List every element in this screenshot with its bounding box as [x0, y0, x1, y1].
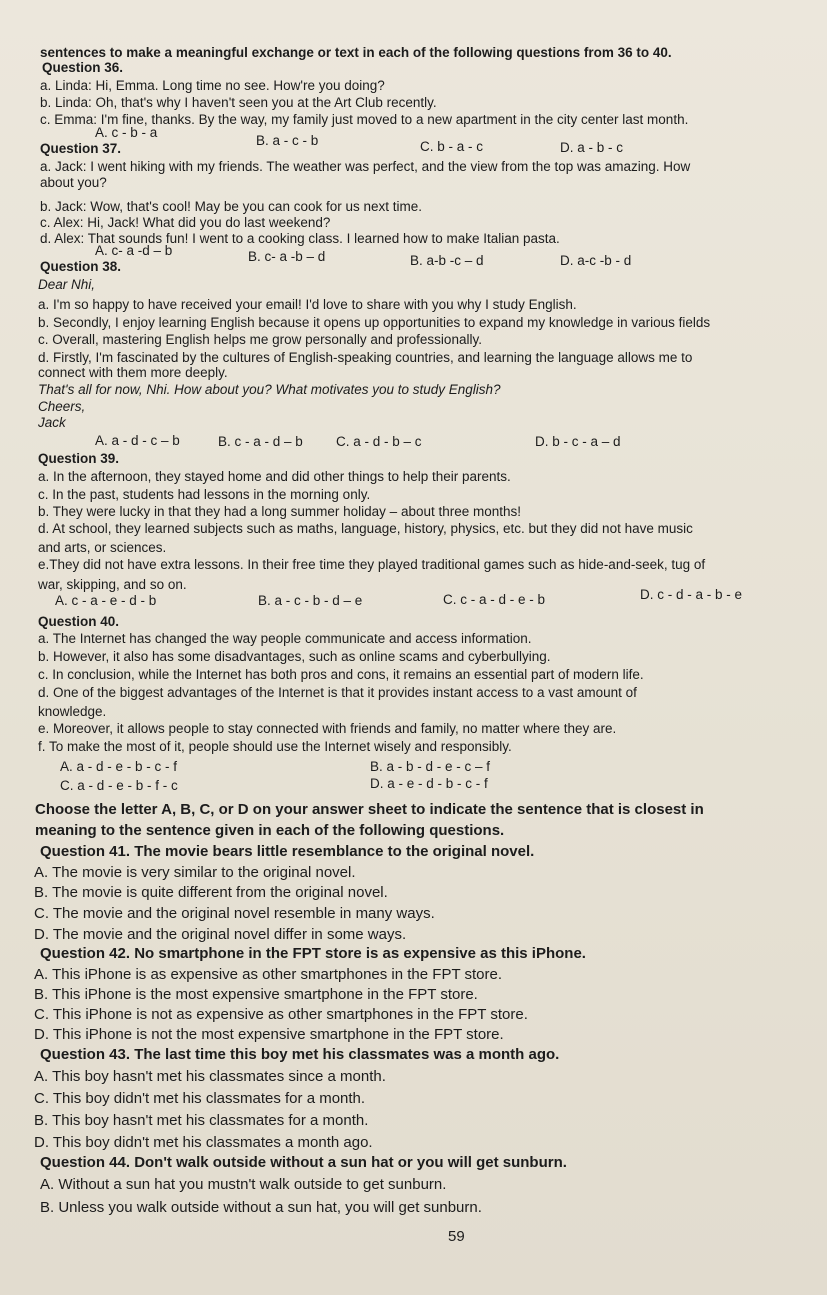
q36-line-a: a. Linda: Hi, Emma. Long time no see. How're you doing?	[40, 78, 385, 93]
q37-line-c: c. Alex: Hi, Jack! What did you do last weekend?	[40, 215, 331, 230]
q37-line-a1: a. Jack: I went hiking with my friends. The weather was perfect, and the view from the top was amazing. How	[40, 159, 691, 174]
q39-line-a: a. In the afternoon, they stayed home and did other things to help their parents.	[38, 469, 511, 484]
q40-line-e: e. Moreover, it allows people to stay connected with friends and family, no matter where they are.	[38, 721, 617, 736]
q39-line-b: b. They were lucky in that they had a long summer holiday – about three months!	[38, 504, 522, 519]
q40-option-c: C. a - d - e - b - f - c	[60, 778, 178, 793]
q38-option-b: B. c - a - d – b	[218, 434, 303, 449]
q38-title: Question 38.	[40, 259, 122, 274]
q43-option-a: A. This boy hasn't met his classmates since a month.	[34, 1068, 386, 1085]
q39-option-c: C. c - a - d - e - b	[443, 592, 546, 607]
q40-line-b: b. However, it also has some disadvantages, such as online scams and cyberbullying.	[38, 649, 551, 664]
q38-line-d1: d. Firstly, I'm fascinated by the cultures of English-speaking countries, and learning the language allows me to	[38, 350, 693, 365]
q40-line-a: a. The Internet has changed the way people communicate and access information.	[38, 631, 532, 646]
q40-option-b: B. a - b - d - e - c – f	[370, 759, 491, 774]
q38-option-c: C. a - d - b – c	[336, 434, 422, 449]
q43-option-d: D. This boy didn't met his classmates a month ago.	[34, 1134, 373, 1151]
q43-option-c: C. This boy didn't met his classmates for a month.	[34, 1090, 366, 1107]
q44-title: Question 44. Don't walk outside without a sun hat or you will get sunburn.	[40, 1154, 567, 1171]
q39-line-d2: and arts, or sciences.	[38, 540, 167, 555]
q36-option-b: B. a - c - b	[256, 133, 319, 148]
q40-option-d: D. a - e - d - b - c - f	[370, 776, 488, 791]
q44-option-a: A. Without a sun hat you mustn't walk outside to get sunburn.	[40, 1176, 447, 1193]
q36-line-c: c. Emma: I'm fine, thanks. By the way, my family just moved to a new apartment in the city center last month.	[40, 112, 689, 127]
q39-line-d1: d. At school, they learned subjects such as maths, language, history, physics, etc. but they did not have music	[38, 521, 693, 536]
q36-option-c: C. b - a - c	[420, 139, 484, 154]
q39-line-e1: e.They did not have extra lessons. In their free time they played traditional games such as hide-and-seek, tug of	[38, 557, 706, 572]
q36-title: Question 36.	[42, 60, 124, 75]
q42-title: Question 42. No smartphone in the FPT store is as expensive as this iPhone.	[40, 945, 586, 962]
q37-title: Question 37.	[40, 141, 122, 156]
q42-option-d: D. This iPhone is not the most expensive smartphone in the FPT store.	[34, 1026, 504, 1043]
q42-option-a: A. This iPhone is as expensive as other smartphones in the FPT store.	[34, 966, 503, 983]
q37-option-c: B. a-b -c – d	[410, 253, 484, 268]
q42-option-c: C. This iPhone is not as expensive as other smartphones in the FPT store.	[34, 1006, 528, 1023]
q41-title: Question 41. The movie bears little resemblance to the original novel.	[40, 843, 535, 860]
q41-option-b: B. The movie is quite different from the original novel.	[34, 884, 388, 901]
instructions-line-1: Choose the letter A, B, C, or D on your answer sheet to indicate the sentence that is closest in	[35, 801, 704, 818]
q40-line-c: c. In conclusion, while the Internet has both pros and cons, it remains an essential part of modern life.	[38, 667, 644, 682]
q36-option-a: A. c - b - a	[95, 125, 158, 140]
q38-option-d: D. b - c - a – d	[535, 434, 621, 449]
q37-line-d: d. Alex: That sounds fun! I went to a cooking class. I learned how to make Italian pasta.	[40, 231, 560, 246]
q39-line-e2: war, skipping, and so on.	[38, 577, 187, 592]
instructions-line-2: meaning to the sentence given in each of the following questions.	[35, 822, 505, 839]
q37-option-a: A. c- a -d – b	[95, 243, 173, 258]
q37-option-b: B. c- a -b – d	[248, 249, 326, 264]
q38-greeting: Dear Nhi,	[38, 277, 96, 292]
q36-line-b: b. Linda: Oh, that's why I haven't seen you at the Art Club recently.	[40, 95, 437, 110]
q40-line-d1: d. One of the biggest advantages of the Internet is that it provides instant access to a vast amount of	[38, 685, 637, 700]
q37-line-a2: about you?	[40, 175, 107, 190]
q37-line-b: b. Jack: Wow, that's cool! May be you can cook for us next time.	[40, 199, 423, 214]
page-number: 59	[448, 1228, 465, 1245]
q39-line-c: c. In the past, students had lessons in the morning only.	[38, 487, 371, 502]
q41-option-a: A. The movie is very similar to the original novel.	[34, 864, 356, 881]
section-intro: sentences to make a meaningful exchange or text in each of the following questions from 36 to 40.	[40, 45, 672, 60]
q41-option-d: D. The movie and the original novel differ in some ways.	[34, 926, 407, 943]
q39-option-a: A. c - a - e - d - b	[55, 593, 157, 608]
q41-option-c: C. The movie and the original novel resemble in many ways.	[34, 905, 435, 922]
q37-option-d: D. a-c -b - d	[560, 253, 632, 268]
q39-title: Question 39.	[38, 451, 120, 466]
q43-title: Question 43. The last time this boy met his classmates was a month ago.	[40, 1046, 560, 1063]
q40-option-a: A. a - d - e - b - c - f	[60, 759, 178, 774]
q43-option-b: B. This boy hasn't met his classmates for a month.	[34, 1112, 369, 1129]
q38-closing-3: Jack	[38, 415, 66, 430]
q38-line-c: c. Overall, mastering English helps me grow personally and professionally.	[38, 332, 482, 347]
q38-closing-2: Cheers,	[38, 399, 86, 414]
q38-line-b: b. Secondly, I enjoy learning English because it opens up opportunities to expand my knowledge in various fields	[38, 315, 711, 330]
q39-option-b: B. a - c - b - d – e	[258, 593, 363, 608]
q38-option-a: A. a - d - c – b	[95, 433, 180, 448]
q44-option-b: B. Unless you walk outside without a sun hat, you will get sunburn.	[40, 1199, 482, 1216]
q40-line-f: f. To make the most of it, people should use the Internet wisely and responsibly.	[38, 739, 512, 754]
q39-option-d: D. c - d - a - b - e	[640, 587, 743, 602]
q38-closing-1: That's all for now, Nhi. How about you? What motivates you to study English?	[38, 382, 501, 397]
q42-option-b: B. This iPhone is the most expensive smartphone in the FPT store.	[34, 986, 478, 1003]
q38-line-d2: connect with them more deeply.	[38, 365, 228, 380]
q40-line-d2: knowledge.	[38, 704, 107, 719]
q40-title: Question 40.	[38, 614, 120, 629]
q38-line-a: a. I'm so happy to have received your email! I'd love to share with you why I study English.	[38, 297, 577, 312]
q36-option-d: D. a - b - c	[560, 140, 624, 155]
